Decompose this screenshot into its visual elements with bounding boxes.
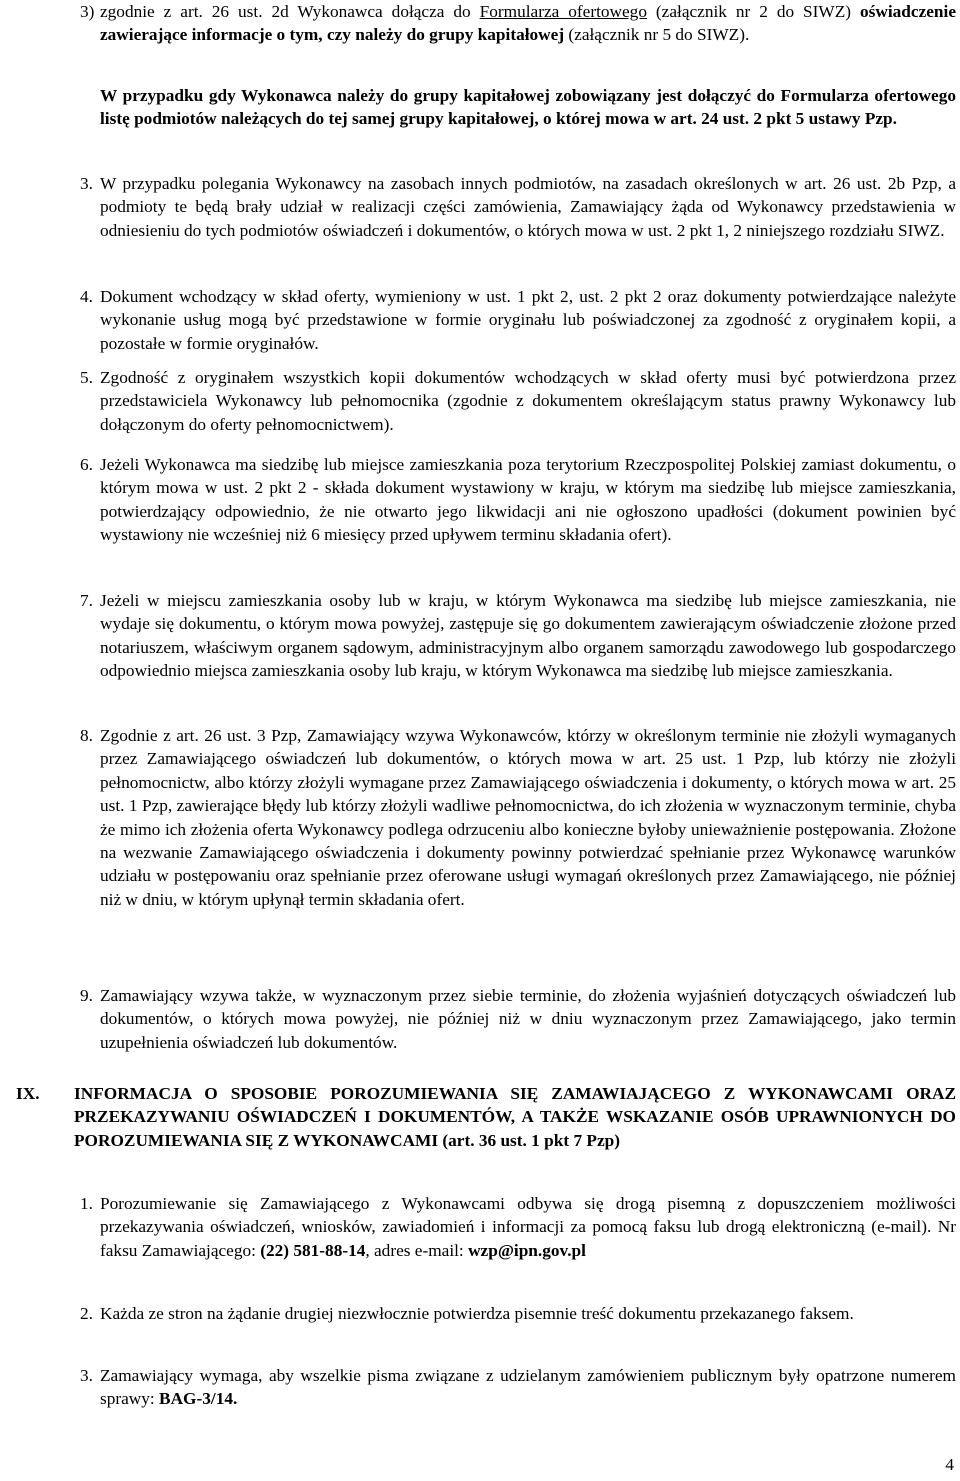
item-text: Jeżeli w miejscu zamieszkania osoby lub w kraju, w którym Wykonawca ma siedzibę lub miejsce zamieszkania, nie wydaje się dokumentu, o którym mowa powyżej, zastępuje się go dokumentem zawierającym oświadczenie złożone przed notariuszem, właściwym organem sądowym, administracyjnym albo organem samorządu zawodowego lub gospodarczego odpowiednio miejsca zamieszkania osoby lub kraju, w którym Wykonawca ma siedzibę lub miejsce zamieszkania.	[100, 591, 956, 681]
email-address: wzp@ipn.gov.pl	[468, 1240, 586, 1260]
list-item	[80, 724, 956, 911]
item-number: 2.	[80, 1304, 93, 1323]
list-item	[80, 1302, 956, 1325]
list-item	[80, 984, 956, 1054]
item-number: 4.	[80, 287, 93, 306]
list-item	[80, 453, 956, 547]
item-number: 6.	[80, 455, 93, 474]
item-number: 7.	[80, 591, 93, 610]
list-item	[80, 589, 956, 683]
item-text: zgodnie z art. 26 ust. 2d Wykonawca dołącza do Formularza ofertowego (załącznik nr 2 do SIWZ) oświadczenie zawierające informacje o tym, czy należy do grupy kapitałowej (załącznik nr 5 do SIWZ).	[100, 2, 957, 45]
case-number: BAG-3/14.	[159, 1389, 238, 1409]
section-number: IX.	[16, 1084, 40, 1103]
list-item	[80, 1364, 956, 1411]
item-text: Zgodność z oryginałem wszystkich kopii dokumentów wchodzących w skład oferty musi być potwierdzona przez przedstawiciela Wykonawcy lub pełnomocnika (zgodnie z dokumentem określającym status prawny Wykonawcy lub dołączonym do oferty pełnomocnictwem).	[100, 368, 956, 434]
item-number: 3.	[80, 174, 93, 193]
section-heading	[0, 1082, 960, 1152]
list-item	[80, 366, 956, 436]
item-text: Dokument wchodzący w skład oferty, wymieniony w ust. 1 pkt 2, ust. 2 pkt 2 oraz dokumenty potwierdzające należyte wykonanie usług mogą być przedstawione w formie oryginału lub poświadczonej za zgodność z oryginałem kopii, a pozostałe w formie oryginałów.	[100, 287, 956, 353]
list-item	[80, 172, 956, 242]
fax-number: (22) 581-88-14	[260, 1240, 366, 1260]
item-number: 5.	[80, 368, 93, 387]
item-number: 1.	[80, 1194, 93, 1213]
item-number: 8.	[80, 726, 93, 745]
bold-note: W przypadku gdy Wykonawca należy do grupy kapitałowej zobowiązany jest dołączyć do Formularza ofertowego listę podmiotów należących do tej samej grupy kapitałowej, o której mowa w art. 24 ust. 2 pkt 5 ustawy Pzp.	[100, 86, 956, 129]
page-number: 4	[945, 1455, 954, 1474]
item-text: Jeżeli Wykonawca ma siedzibę lub miejsce zamieszkania poza terytorium Rzeczpospolitej Polskiej zamiast dokumentu, o którym mowa w ust. 2 pkt 2 - składa dokument wystawiony w kraju, w którym ma siedzibę lub miejsce zamieszkania, potwierdzający odpowiednio, że nie otwarto jego likwidacji ani nie ogłoszono upadłości (dokument powinien być wystawiony nie wcześniej niż 6 miesięcy przed upływem terminu składania ofert).	[100, 455, 956, 545]
section-title: INFORMACJA O SPOSOBIE POROZUMIEWANIA SIĘ ZAMAWIAJĄCEGO Z WYKONAWCAMI ORAZ PRZEKAZYWANIU OŚWIADCZEŃ I DOKUMENTÓW, A TAKŻE WSKAZANIE OSÓB UPRAWNIONYCH DO POROZUMIEWANIA SIĘ Z WYKONAWCAMI (art. 36 ust. 1 pkt 7 Pzp)	[74, 1084, 956, 1150]
list-item	[80, 285, 956, 355]
item-number: 3.	[80, 1366, 93, 1385]
item-text: W przypadku polegania Wykonawcy na zasobach innych podmiotów, na zasadach określonych w art. 26 ust. 2b Pzp, a podmioty te będą brały udział w realizacji części zamówienia, Zamawiający żąda od Wykonawcy przedstawienia w odniesieniu do tych podmiotów oświadczeń i dokumentów, o których mowa w ust. 2 pkt 1, 2 niniejszego rozdziału SIWZ.	[100, 174, 956, 240]
item-text: Każda ze stron na żądanie drugiej niezwłocznie potwierdza pisemnie treść dokumentu przekazanego faksem.	[100, 1304, 854, 1323]
item-number: 9.	[80, 986, 93, 1005]
list-item-3-paren	[80, 0, 956, 47]
formularz-ofertowy-link-text: Formularza ofertowego	[479, 2, 647, 21]
item-text: Porozumiewanie się Zamawiającego z Wykonawcami odbywa się drogą pisemną z dopuszczeniem możliwości przekazywania oświadczeń, wniosków, zawiadomień i informacji za pomocą faksu lub drogą elektroniczną (e-mail). Nr faksu Zamawiającego: (22) 581-88-14, adres e-mail: wzp@ipn.gov.pl	[100, 1194, 956, 1260]
item-text: Zamawiający wymaga, aby wszelkie pisma związane z udzielanym zamówieniem publicznym były opatrzone numerem sprawy: BAG-3/14.	[100, 1366, 956, 1409]
item-number: 3)	[80, 2, 95, 21]
list-item	[80, 1192, 956, 1262]
item-text: Zamawiający wzywa także, w wyznaczonym przez siebie terminie, do złożenia wyjaśnień dotyczących oświadczeń lub dokumentów, o których mowa powyżej, nie później niż w dniu wyznaczonym przez Zamawiającego, jako termin uzupełnienia oświadczeń lub dokumentów.	[100, 986, 956, 1052]
item-text: Zgodnie z art. 26 ust. 3 Pzp, Zamawiający wzywa Wykonawców, którzy w określonym terminie nie złożyli wymaganych przez Zamawiającego oświadczeń lub dokumentów, o których mowa w art. 25 ust. 1 Pzp, lub którzy nie złożyli pełnomocnictw, albo którzy złożyli wymagane przez Zamawiającego oświadczenia i dokumenty, o których mowa w art. 25 ust. 1 Pzp, zawierające błędy lub którzy złożyli wadliwe pełnomocnictwa, do ich złożenia w wyznaczonym terminie, chyba że mimo ich złożenia oferta Wykonawcy podlega odrzuceniu albo konieczne byłoby unieważnienie postępowania. Złożone na wezwanie Zamawiającego oświadczenia i dokumenty powinny potwierdzać spełnianie przez Wykonawcę warunków udziału w postępowaniu oraz spełnianie przez oferowane usługi wymagań określonych przez Zamawiającego, nie później niż w dniu, w którym upłynął termin składania ofert.	[100, 726, 956, 909]
